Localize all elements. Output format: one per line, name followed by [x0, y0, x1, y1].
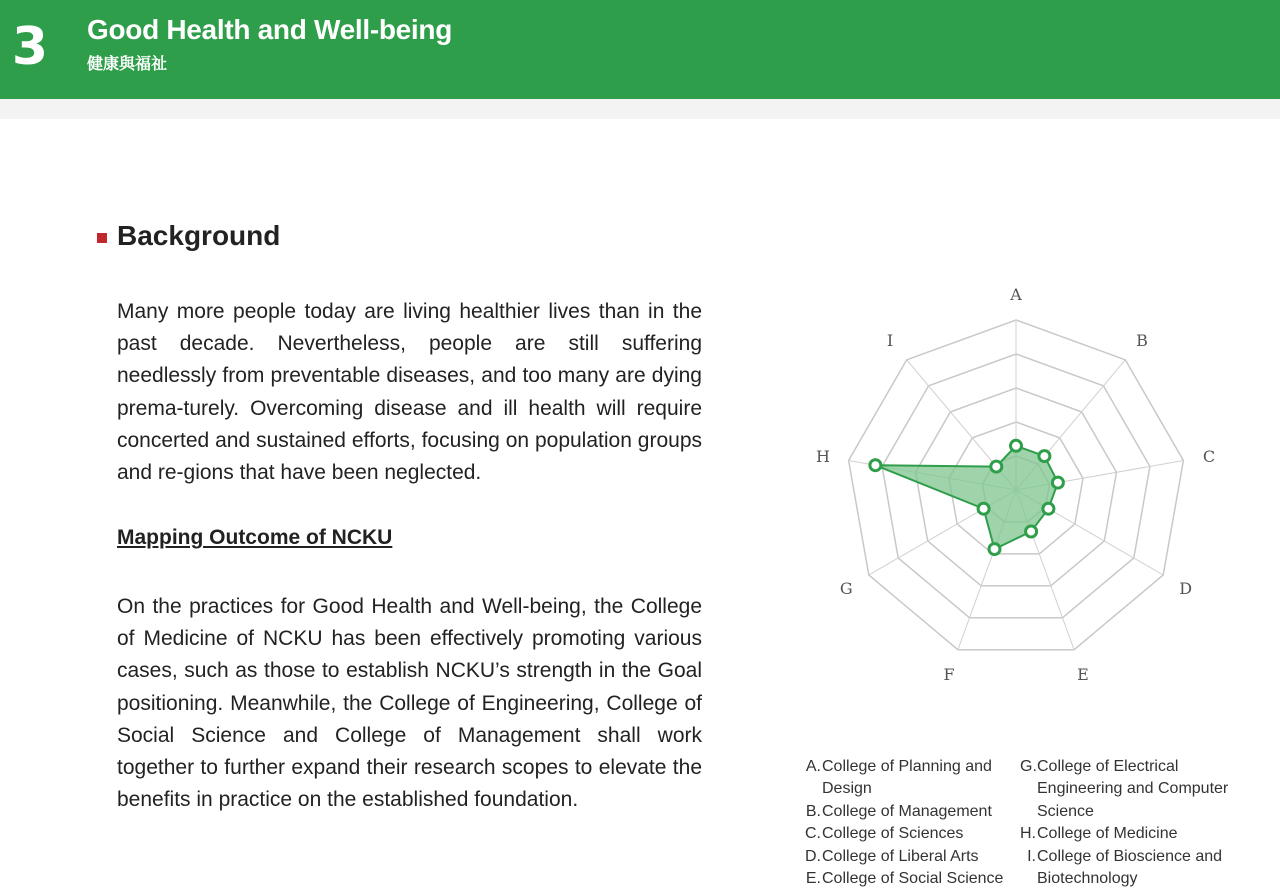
radar-axis-label-e: E	[1077, 665, 1089, 685]
radar-axis-label-g: G	[839, 579, 853, 598]
legend-column-right	[1020, 756, 1260, 890]
radar-chart	[790, 270, 1250, 710]
radar-point-c	[1052, 477, 1063, 488]
radar-axis-label-a: A	[1010, 285, 1022, 304]
legend-item	[1020, 756, 1260, 823]
radar-point-f	[989, 544, 1000, 555]
legend-letter: B.	[805, 802, 821, 820]
mapping-outcome-paragraph: On the practices for Good Health and Well-being, the College of Medicine of NCKU has been effectively promoting various cases, such as those to establish NCKU’s strength in the Goal positioning. Meanwhile, the College of Engineering, College of Social Science and College of Management shall work together to further expand their research scopes to elevate the benefits in practice on the established foundation.	[117, 595, 702, 812]
radar-axis-label-c: C	[1202, 447, 1216, 466]
legend-item	[805, 801, 1015, 823]
legend-letter: G.	[1020, 758, 1037, 775]
radar-point-i	[991, 461, 1002, 472]
radar-point-h	[870, 460, 881, 471]
radar-point-a	[1011, 440, 1022, 451]
goal-header	[0, 0, 1280, 99]
legend-item	[805, 823, 1015, 845]
legend-text: College of Planning and Design	[822, 758, 992, 798]
radar-axis-label-i: I	[886, 330, 894, 350]
legend-column-left	[805, 756, 1015, 890]
goal-title: Good Health and Well-being	[87, 14, 453, 45]
legend-letter: C.	[805, 825, 821, 843]
goal-subtitle: 健康與福祉	[87, 54, 168, 73]
legend-text: College of Social Science	[822, 870, 1004, 888]
mapping-outcome-heading: Mapping Outcome of NCKU	[117, 526, 393, 549]
radar-axis-label-d: D	[1179, 579, 1193, 598]
legend-text: College of Management	[822, 802, 992, 820]
legend-letter: E.	[805, 870, 821, 888]
legend-letter: A.	[805, 758, 821, 775]
legend-item	[1020, 823, 1260, 845]
legend-item	[805, 846, 1015, 868]
legend-letter: D.	[805, 847, 821, 865]
section-marker-icon	[97, 233, 107, 243]
legend-item	[1020, 846, 1260, 891]
radar-axis-label-f: F	[943, 665, 955, 685]
radar-point-b	[1039, 451, 1050, 462]
radar-axis-label-b: B	[1136, 330, 1148, 350]
legend-item	[805, 868, 1015, 890]
background-paragraph: Many more people today are living healthier lives than in the past decade. Nevertheless, people are still suffering needlessly from preventable diseases, and too many are dying prema-turely. Overcoming disease and ill health will require concerted and sustained efforts, focusing on population groups and re-gions that have been neglected.	[117, 300, 702, 485]
header-divider	[0, 99, 1280, 119]
radar-point-d	[1043, 503, 1054, 514]
radar-point-e	[1026, 526, 1037, 537]
goal-number: 3	[11, 17, 49, 77]
legend-letter: H.	[1020, 825, 1036, 843]
radar-axis-label-h: H	[816, 447, 830, 466]
legend-text: College of Sciences	[822, 825, 964, 843]
section-title: Background	[117, 220, 281, 251]
legend-text: College of Medicine	[1037, 825, 1178, 843]
legend-letter: I.	[1027, 847, 1036, 865]
radar-point-g	[978, 503, 989, 514]
legend-text: College of Bioscience and Biotechnology	[1037, 847, 1223, 888]
legend-text: College of Liberal Arts	[822, 847, 979, 865]
legend-item	[805, 756, 1015, 801]
legend-text: College of Electrical Engineering and Computer Science	[1037, 758, 1229, 820]
